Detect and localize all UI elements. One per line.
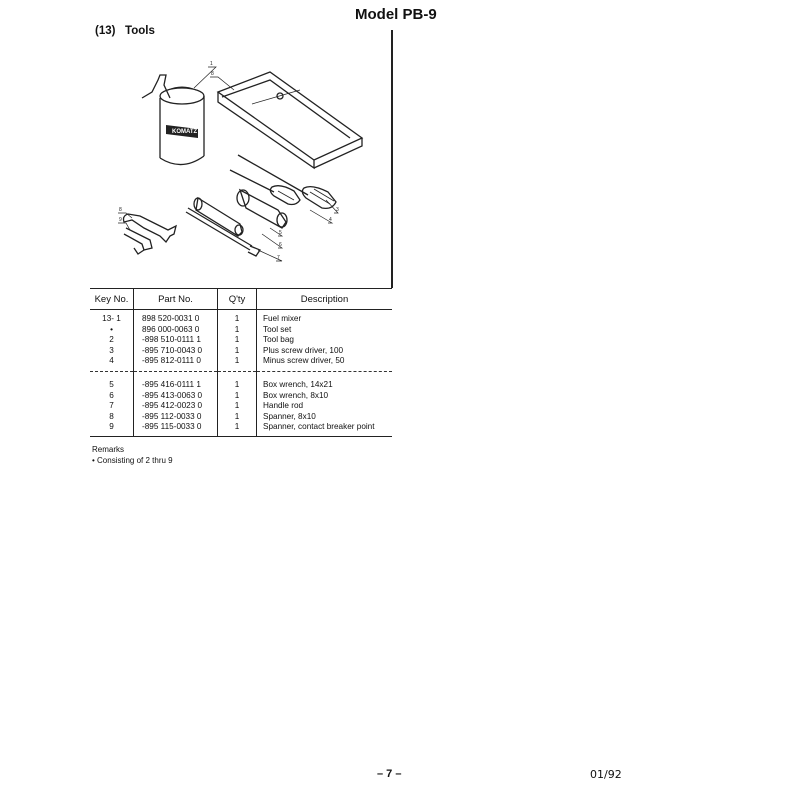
key-cell: 9 — [109, 422, 114, 432]
section-title: Tools — [125, 25, 155, 37]
part-cell: -895 412-0023 0 — [134, 401, 218, 412]
desc-cell: Spanner, contact breaker point — [257, 422, 393, 436]
col-part-no: Part No. — [134, 289, 218, 310]
table-row — [90, 380, 392, 391]
bottle-label: KOMATZ — [172, 129, 198, 135]
key-cell: 8 — [109, 411, 114, 421]
table-bottom-rule — [90, 436, 392, 437]
callout-8-bag: 8 — [211, 71, 214, 77]
desc-cell: Box wrench, 14x21 — [257, 380, 393, 391]
callout-5: 5 — [279, 230, 282, 236]
fuel-mixer-illustration — [142, 75, 204, 165]
qty-cell: 1 — [218, 356, 257, 367]
tool-bag-illustration — [218, 72, 362, 168]
desc-cell: Tool bag — [257, 335, 393, 346]
qty-cell: 1 — [218, 335, 257, 346]
part-cell: -895 812-0111 0 — [134, 356, 218, 367]
part-cell: -895 710-0043 0 — [134, 346, 218, 357]
model-title: Model PB-9 — [355, 6, 437, 23]
key-cell: 13- 1 — [102, 314, 121, 323]
table-row — [90, 391, 392, 402]
key-cell: 7 — [109, 401, 114, 411]
table-row — [90, 422, 392, 436]
remarks-title: Remarks — [92, 445, 125, 454]
desc-cell: Handle rod — [257, 401, 393, 412]
qty-cell: 1 — [218, 380, 257, 391]
page-number: – 7 – — [377, 768, 402, 780]
section-heading — [95, 25, 155, 37]
callout-3: 3 — [336, 207, 339, 213]
key-cell: • — [110, 324, 113, 334]
table-row — [90, 314, 392, 325]
key-cell: 5 — [109, 379, 114, 389]
part-cell: -895 413-0063 0 — [134, 391, 218, 402]
key-cell: 4 — [109, 356, 114, 366]
key-cell: 2 — [109, 335, 114, 345]
qty-cell: 1 — [218, 314, 257, 325]
col-qty: Q'ty — [218, 289, 257, 310]
qty-cell: 1 — [218, 346, 257, 357]
qty-cell: 1 — [218, 422, 257, 436]
box-wrench-large-illustration — [237, 190, 287, 228]
qty-cell: 1 — [218, 401, 257, 412]
tools-illustration — [100, 50, 390, 280]
desc-cell: Spanner, 8x10 — [257, 412, 393, 423]
qty-cell: 1 — [218, 391, 257, 402]
key-cell: 3 — [109, 345, 114, 355]
part-cell: 898 520-0031 0 — [134, 314, 218, 325]
group-separator — [90, 371, 392, 380]
table-row — [90, 325, 392, 336]
desc-cell: Tool set — [257, 325, 393, 336]
table-header-row — [90, 289, 392, 310]
desc-cell: Box wrench, 8x10 — [257, 391, 393, 402]
part-cell: -895 416-0111 1 — [134, 380, 218, 391]
callout-9: 9 — [119, 217, 122, 223]
key-cell: 6 — [109, 390, 114, 400]
desc-cell: Fuel mixer — [257, 314, 393, 325]
callout-7: 7 — [277, 255, 280, 261]
section-number: (13) — [95, 25, 116, 37]
revision-date: 01/92 — [590, 768, 622, 781]
callout-6: 6 — [279, 242, 282, 248]
table-row — [90, 346, 392, 357]
desc-cell: Minus screw driver, 50 — [257, 356, 393, 367]
column-divider — [391, 30, 393, 288]
callout-1: 1 — [210, 61, 213, 67]
qty-cell: 1 — [218, 412, 257, 423]
table-row — [90, 356, 392, 367]
part-cell: -898 510-0111 1 — [134, 335, 218, 346]
handle-rod-illustration — [186, 208, 260, 256]
desc-cell: Plus screw driver, 100 — [257, 346, 393, 357]
breaker-spanner-illustration — [124, 228, 152, 254]
remarks-note: • Consisting of 2 thru 9 — [92, 456, 173, 465]
parts-table — [90, 288, 392, 437]
remarks — [92, 444, 173, 466]
part-cell: -895 115-0033 0 — [134, 422, 218, 436]
col-description: Description — [257, 289, 393, 310]
callout-8: 8 — [119, 207, 122, 213]
table-row — [90, 335, 392, 346]
part-cell: -895 112-0033 0 — [134, 412, 218, 423]
callout-4: 4 — [329, 217, 332, 223]
qty-cell: 1 — [218, 325, 257, 336]
table-row — [90, 401, 392, 412]
col-key-no: Key No. — [90, 289, 134, 310]
box-wrench-small-illustration — [194, 198, 243, 236]
table-row — [90, 412, 392, 423]
part-cell: 896 000-0063 0 — [134, 325, 218, 336]
minus-screwdriver-illustration — [230, 170, 300, 205]
